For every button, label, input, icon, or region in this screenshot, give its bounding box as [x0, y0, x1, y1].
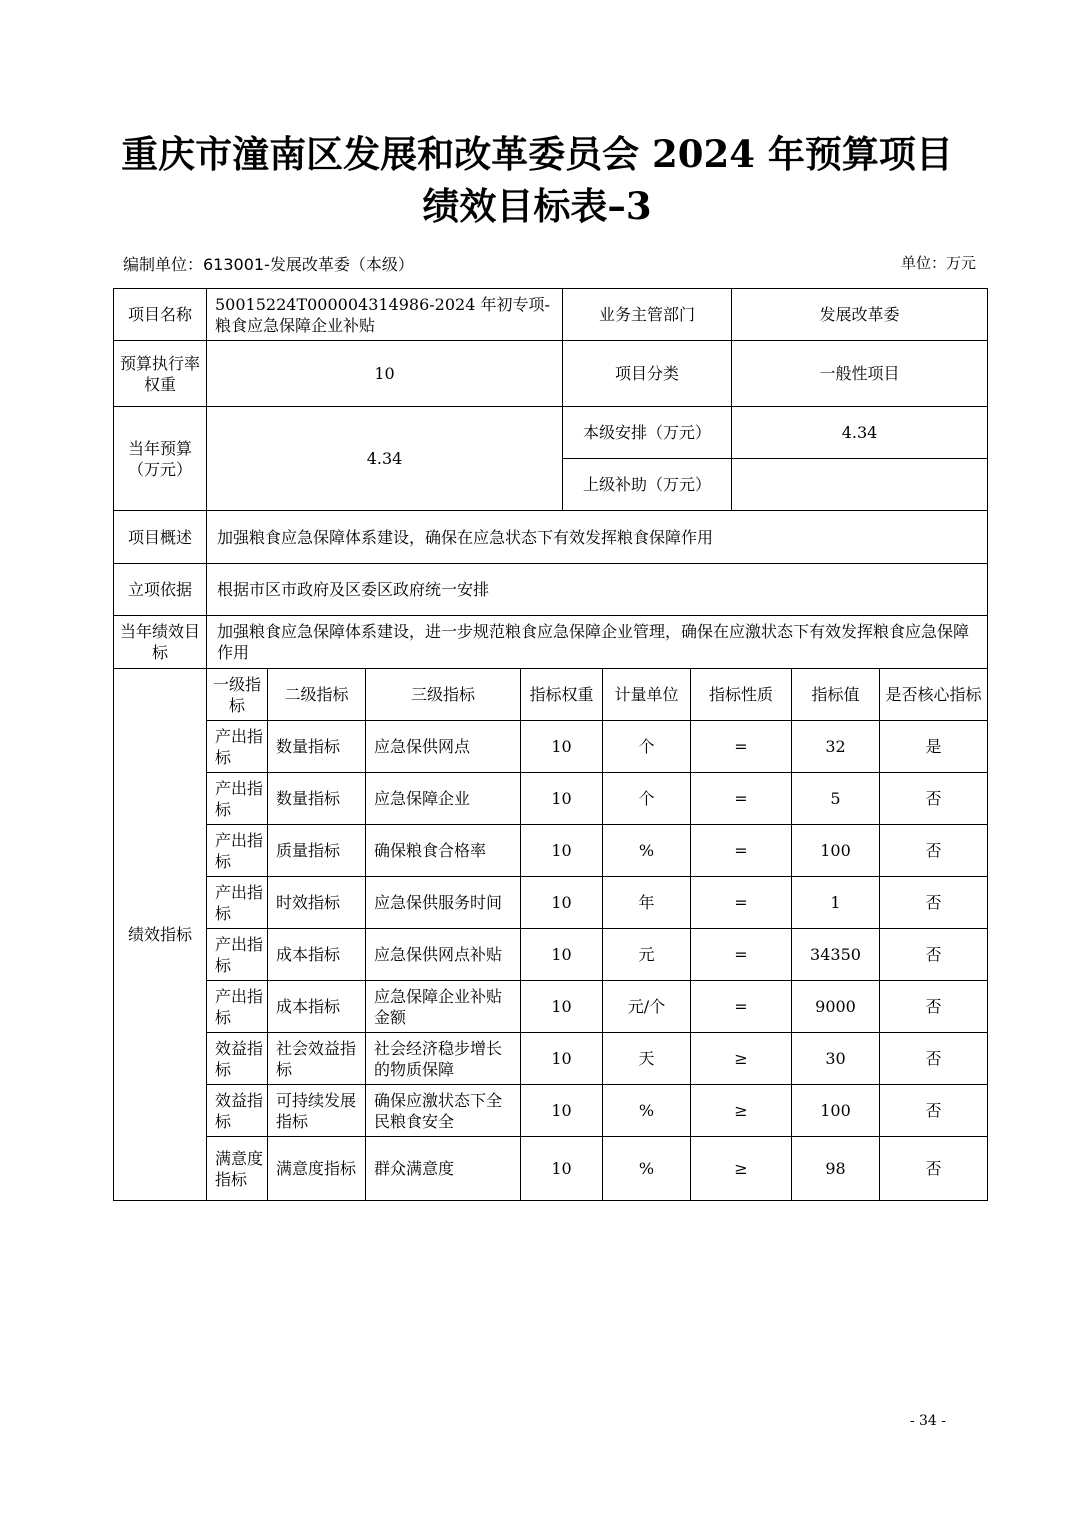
indicator-core: 否 [880, 1085, 988, 1137]
indicator-level2: 数量指标 [268, 773, 366, 825]
category-value: 一般性项目 [732, 341, 988, 407]
indicator-level1: 产出指标 [207, 929, 268, 981]
indicator-weight: 10 [521, 1085, 603, 1137]
indicator-core: 是 [880, 721, 988, 773]
indicator-level2: 时效指标 [268, 877, 366, 929]
indicator-level2: 社会效益指标 [268, 1033, 366, 1085]
indicator-level2: 数量指标 [268, 721, 366, 773]
indicator-level1: 产出指标 [207, 877, 268, 929]
indicator-unit: 元 [603, 929, 691, 981]
indicator-weight: 10 [521, 929, 603, 981]
weight-label: 预算执行率权重 [114, 341, 207, 407]
overview-label: 项目概述 [114, 511, 207, 564]
local-arrangement-value: 4.34 [732, 407, 988, 459]
indicator-row [114, 981, 988, 1033]
performance-indicators-label: 绩效指标 [114, 669, 207, 1201]
indicator-level3: 应急保供网点补贴 [366, 929, 521, 981]
indicator-level1: 产出指标 [207, 721, 268, 773]
indicator-core: 否 [880, 929, 988, 981]
indicator-nature: = [691, 877, 792, 929]
indicator-nature: = [691, 929, 792, 981]
overview-value: 加强粮食应急保障体系建设，确保在应急状态下有效发挥粮食保障作用 [207, 511, 988, 564]
indicator-unit: % [603, 1137, 691, 1201]
indicator-level2: 质量指标 [268, 825, 366, 877]
upper-subsidy-value [732, 459, 988, 511]
indicator-core: 否 [880, 825, 988, 877]
indicator-row [114, 721, 988, 773]
category-label: 项目分类 [563, 341, 732, 407]
page-title-line2: 绩效目标表–3 [422, 184, 652, 228]
indicator-level1: 效益指标 [207, 1085, 268, 1137]
indicator-core: 否 [880, 1033, 988, 1085]
indicator-core: 否 [880, 981, 988, 1033]
goal-value: 加强粮食应急保障体系建设，进一步规范粮食应急保障企业管理，确保在应激状态下有效发挥粮食应急保障作用 [207, 616, 988, 669]
indicator-level2: 满意度指标 [268, 1137, 366, 1201]
budget-label: 当年预算（万元） [114, 407, 207, 511]
indicator-row [114, 1085, 988, 1137]
indicator-level2: 可持续发展指标 [268, 1085, 366, 1137]
indicator-value: 34350 [792, 929, 880, 981]
indicator-nature: ≥ [691, 1137, 792, 1201]
indicator-row [114, 929, 988, 981]
header-core: 是否核心指标 [880, 669, 988, 721]
indicator-unit: 个 [603, 773, 691, 825]
indicator-nature: = [691, 825, 792, 877]
indicator-weight: 10 [521, 773, 603, 825]
indicator-unit: % [603, 825, 691, 877]
basis-label: 立项依据 [114, 564, 207, 616]
indicator-value: 100 [792, 1085, 880, 1137]
indicator-nature: ≥ [691, 1033, 792, 1085]
weight-value: 10 [207, 341, 563, 407]
indicator-nature: ≥ [691, 1085, 792, 1137]
indicator-level2: 成本指标 [268, 981, 366, 1033]
page-number: - 34 - [909, 1413, 946, 1429]
local-arrangement-label: 本级安排（万元） [563, 407, 732, 459]
indicator-level3: 应急保障企业补贴金额 [366, 981, 521, 1033]
basis-value: 根据市区市政府及区委区政府统一安排 [207, 564, 988, 616]
indicator-level3: 确保应激状态下全民粮食安全 [366, 1085, 521, 1137]
indicator-level2: 成本指标 [268, 929, 366, 981]
header-level3: 三级指标 [366, 669, 521, 721]
indicator-level1: 产出指标 [207, 981, 268, 1033]
header-unit: 计量单位 [603, 669, 691, 721]
indicator-row [114, 877, 988, 929]
page-title-line1: 重庆市潼南区发展和改革委员会 2024 年预算项目 [121, 132, 953, 176]
indicator-level1: 效益指标 [207, 1033, 268, 1085]
indicator-unit: % [603, 1085, 691, 1137]
indicator-nature: = [691, 981, 792, 1033]
indicator-level1: 产出指标 [207, 825, 268, 877]
compiling-unit: 编制单位：613001-发展改革委（本级） [123, 255, 414, 274]
budget-value: 4.34 [207, 407, 563, 511]
indicator-unit: 元/个 [603, 981, 691, 1033]
indicator-row [114, 773, 988, 825]
indicator-weight: 10 [521, 1137, 603, 1201]
indicator-value: 100 [792, 825, 880, 877]
indicators-table [113, 668, 988, 1201]
indicator-unit: 天 [603, 1033, 691, 1085]
indicator-level3: 应急保供服务时间 [366, 877, 521, 929]
indicator-weight: 10 [521, 981, 603, 1033]
project-info-table [113, 288, 988, 669]
goal-label: 当年绩效目标 [114, 616, 207, 669]
indicator-core: 否 [880, 877, 988, 929]
indicator-row [114, 825, 988, 877]
indicator-weight: 10 [521, 825, 603, 877]
indicator-weight: 10 [521, 877, 603, 929]
dept-value: 发展改革委 [732, 289, 988, 341]
indicator-value: 1 [792, 877, 880, 929]
indicator-value: 32 [792, 721, 880, 773]
header-weight: 指标权重 [521, 669, 603, 721]
indicator-value: 98 [792, 1137, 880, 1201]
indicator-level3: 应急保供网点 [366, 721, 521, 773]
dept-label: 业务主管部门 [563, 289, 732, 341]
header-level1: 一级指标 [207, 669, 268, 721]
indicator-value: 5 [792, 773, 880, 825]
indicator-unit: 年 [603, 877, 691, 929]
upper-subsidy-label: 上级补助（万元） [563, 459, 732, 511]
indicator-level3: 确保粮食合格率 [366, 825, 521, 877]
project-name-label: 项目名称 [114, 289, 207, 341]
indicator-level1: 满意度指标 [207, 1137, 268, 1201]
project-name-value: 50015224T000004314986-2024 年初专项-粮食应急保障企业补贴 [207, 289, 563, 341]
indicator-row [114, 1033, 988, 1085]
indicator-weight: 10 [521, 1033, 603, 1085]
indicator-level3: 应急保障企业 [366, 773, 521, 825]
indicator-level3: 社会经济稳步增长的物质保障 [366, 1033, 521, 1085]
currency-unit: 单位：万元 [900, 254, 976, 272]
indicator-core: 否 [880, 1137, 988, 1201]
indicator-value: 30 [792, 1033, 880, 1085]
header-nature: 指标性质 [691, 669, 792, 721]
indicator-row [114, 1137, 988, 1201]
indicator-nature: = [691, 721, 792, 773]
indicator-value: 9000 [792, 981, 880, 1033]
indicator-weight: 10 [521, 721, 603, 773]
header-value: 指标值 [792, 669, 880, 721]
indicator-level1: 产出指标 [207, 773, 268, 825]
indicator-core: 否 [880, 773, 988, 825]
indicator-level3: 群众满意度 [366, 1137, 521, 1201]
indicator-nature: = [691, 773, 792, 825]
indicator-unit: 个 [603, 721, 691, 773]
header-level2: 二级指标 [268, 669, 366, 721]
